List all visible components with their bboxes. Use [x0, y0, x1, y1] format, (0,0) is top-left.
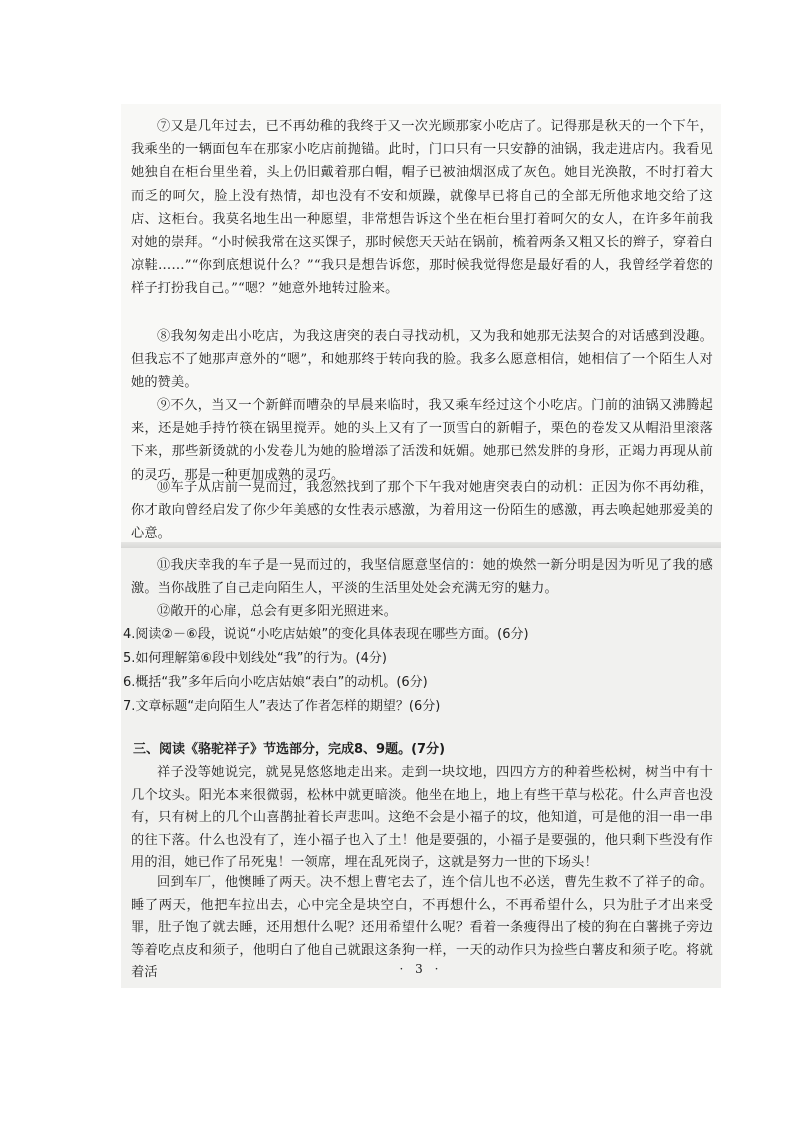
paragraph-12: ⑫敞开的心扉，总会有更多阳光照进来。 [157, 604, 398, 619]
page-number: · 3 · [399, 962, 443, 976]
section-3-paragraph-1: 祥子没等她说完，就晃晃悠悠地走出来。走到一块坟地，四四方方的种着些松树，树当中有十几个坟头。阳光本来很微弱，松林中就更暗淡。他坐在地上，地上有些干草与松花。什么声音也没有，只有树上的几个山喜鹊扯着长声悲叫。这绝不会是小福子的坟，他知道，可是他的泪一串一串的往下落。什么也没有了，连小福子也入了土！他是要强的，小福子是要强的，他只剩下些没有作用的泪，她已作了吊死鬼！一领席，埋在乱死岗子，这就是努力一世的下场头！ [131, 765, 713, 870]
paragraph-11: ⑪我庆幸我的车子是一晃而过的，我坚信愿意坚信的：她的焕然一新分明是因为听见了我的感激。当你战胜了自己走向陌生人，平淡的生活里处处会充满无穷的魅力。 [131, 558, 713, 596]
paragraph-10: ⑩车子从店前一晃而过，我忽然找到了那个下午我对她唐突表白的动机：正因为你不再幼稚，你才敢向曾经启发了你少年美感的女性表示感激，为着用这一份陌生的感激，再去唤起她那爱美的心意。 [131, 480, 713, 542]
scanned-page [121, 104, 721, 988]
paragraph-9: ⑨不久，当又一个新鲜而嘈杂的早晨来临时，我又乘车经过这个小吃店。门前的油锅又沸腾起来，还是她手持竹筷在锅里搅弄。她的头上又有了一顶雪白的新帽子，栗色的卷发又从帽沿里滚落下来，那些新烫就的小发卷儿为她的脸增添了活泼和妩媚。她那已然发胖的身形，正竭力再现从前的灵巧，那是一种更加成熟的灵巧。 [131, 398, 713, 483]
question-4: 4.阅读②－⑥段，说说“小吃店姑娘”的变化具体表现在哪些方面。(6分) [123, 627, 529, 642]
paragraph-7: ⑦又是几年过去，已不再幼稚的我终于又一次光顾那家小吃店了。记得那是秋天的一个下午，我乘坐的一辆面包车在那家小吃店前抛锚。此时，门口只有一只安静的油锅，我走进店内。我看见她独自在柜台里坐着，头上仍旧戴着那白帽，帽子已被油烟沤成了灰色。她目光涣散，不时打着大而乏的呵欠，脸上没有热情，却也没有不安和烦躁，就像早已将自己的全部无所他求地交给了这店、这柜台。我莫名地生出一种愿望，非常想告诉这个坐在柜台里打着呵欠的女人，在许多年前我对她的崇拜。“小时候我常在这买馃子，那时候您天天站在锅前，梳着两条又粗又长的辫子，穿着白凉鞋……”“你到底想说什么？”“我只是想告诉您，那时候我觉得您是最好看的人，我曾经学着您的样子打扮我自己。”“嗯？”她意外地转过脸来。 [131, 119, 713, 297]
question-5: 5.如何理解第⑥段中划线处“我”的行为。(4分) [123, 651, 387, 666]
section-3-paragraph-2: 回到车厂，他懊睡了两天。决不想上曹宅去了，连个信儿也不必送，曹先生救不了祥子的命。睡了两天，他把车拉出去，心中完全是块空白，不再想什么，不再希望什么，只为肚子才出来受罪，肚子饱了就去睡，还用想什么呢？还用希望什么呢？看着一条瘦得出了棱的狗在白薯挑子旁边等着吃点皮和须子，他明白了他自己就跟这条狗一样，一天的动作只为捡些白薯皮和须子吃。将就着活 [131, 875, 713, 980]
section-3-title: 三、阅读《骆驼祥子》节选部分，完成8、9题。(7分) [133, 742, 446, 757]
paragraph-8: ⑧我匆匆走出小吃店，为我这唐突的表白寻找动机，又为我和她那无法契合的对话感到没趣。但我忘不了她那声意外的“嗯”，和她那终于转向我的脸。我多么愿意相信，她相信了一个陌生人对她的赞美。 [131, 329, 713, 391]
question-7: 7.文章标题“走向陌生人”表达了作者怎样的期望？(6分) [123, 699, 441, 714]
question-6: 6.概括“我”多年后向小吃店姑娘“表白”的动机。(6分) [123, 675, 428, 690]
